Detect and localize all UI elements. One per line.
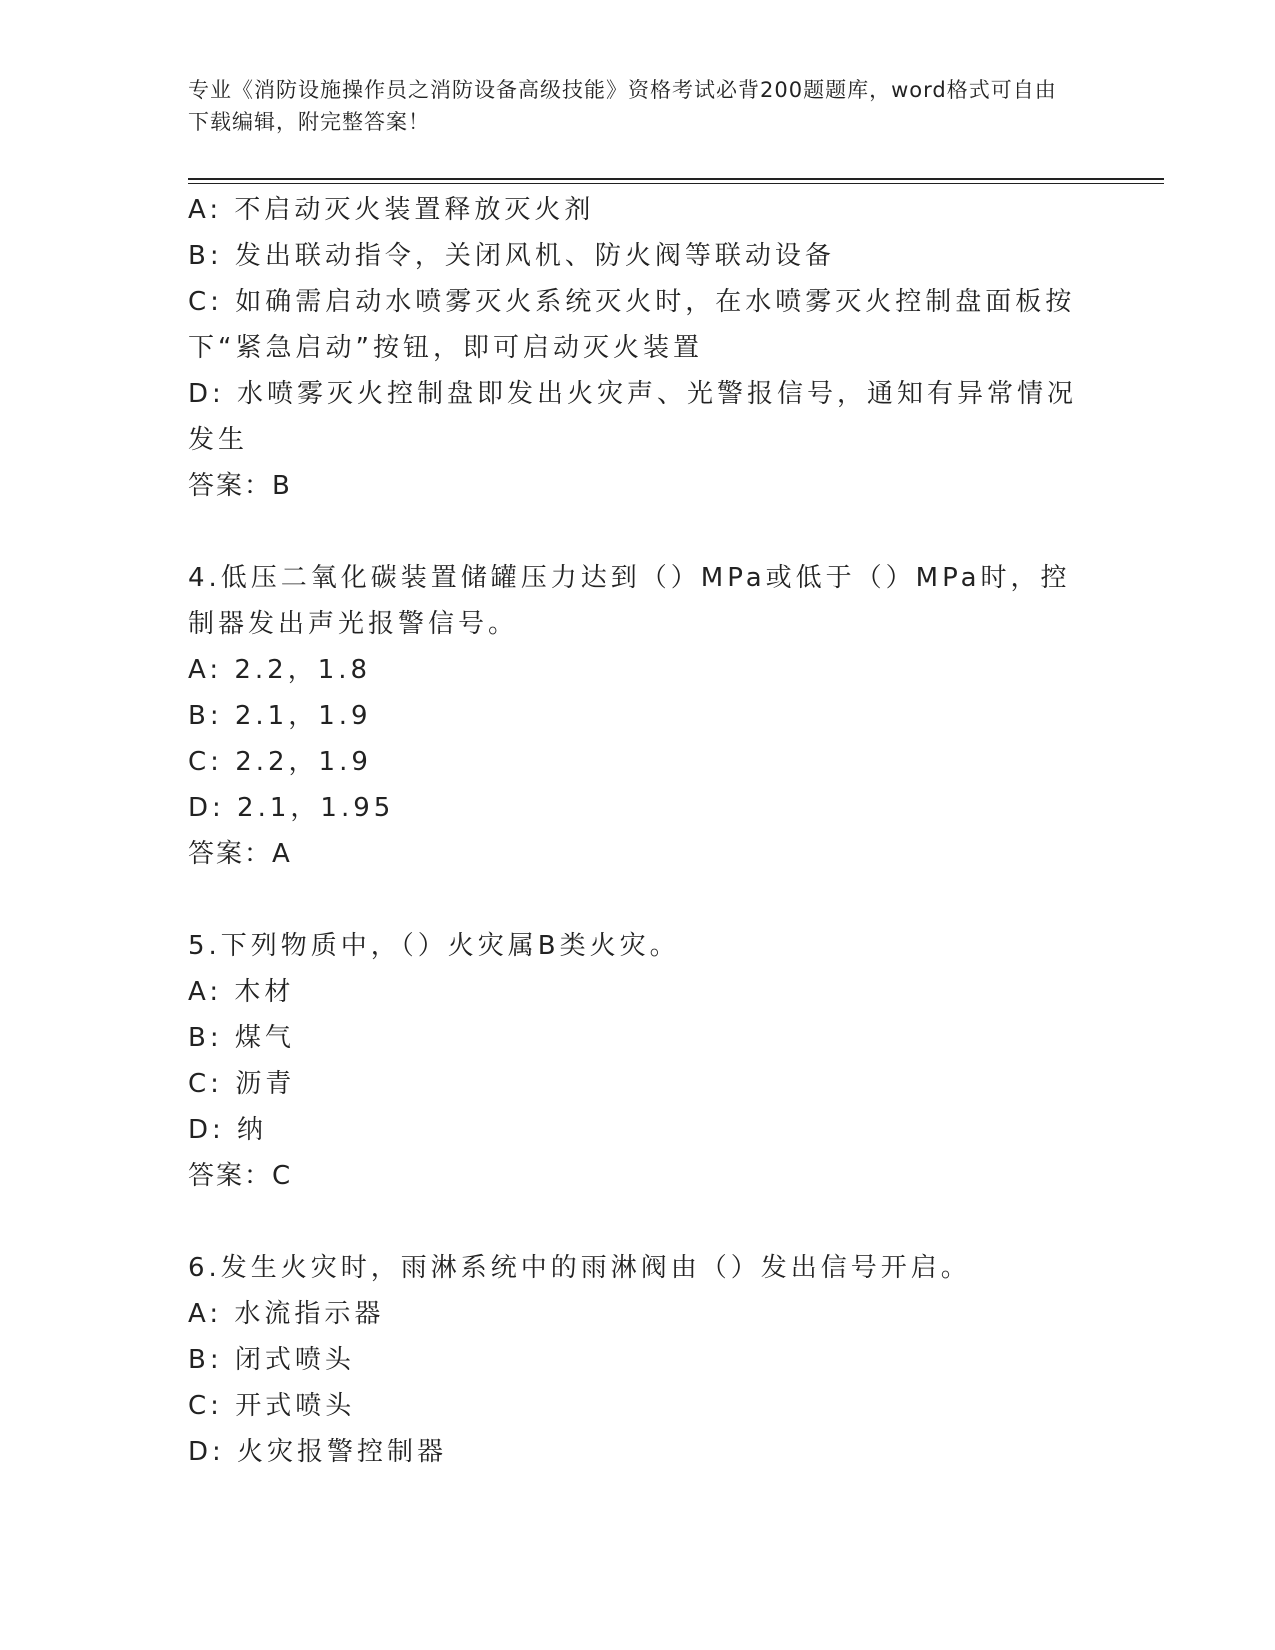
option-c: C: 如确需启动水喷雾灭火系统灭火时，在水喷雾灭火控制盘面板按下“紧急启动”按钮，即可启动灭火装置 [188,287,1076,363]
option-d: D: 水喷雾灭火控制盘即发出火灾声、光警报信号，通知有异常情况发生 [188,379,1078,455]
question-block [188,923,1088,1199]
option-c: C: 开式喷头 [188,1391,356,1421]
option-d: D: 2.1，1.95 [188,793,395,823]
answer-text: 答案：B [188,471,292,501]
document-header: 专业《消防设施操作员之消防设备高级技能》资格考试必背200题题库，word格式可自由下载编辑，附完整答案！ [188,78,1057,134]
question-text: 4.低压二氧化碳装置储罐压力达到（）MPa或低于（）MPa时，控制器发出声光报警信号。 [188,563,1071,639]
option-a: A: 2.2，1.8 [188,655,372,685]
question-text: 6.发生火灾时，雨淋系统中的雨淋阀由（）发出信号开启。 [188,1253,971,1283]
option-b: B: 闭式喷头 [188,1345,355,1375]
question-text: 5.下列物质中，（）火灾属B类火灾。 [188,931,680,961]
question-block [188,1245,1088,1475]
question-block [188,187,1088,509]
block-gap [188,1199,1088,1245]
question-list [188,187,1088,1475]
option-d: D: 火灾报警控制器 [188,1437,448,1467]
answer-text: 答案：A [188,839,292,869]
header-divider-thin [188,183,1164,184]
question-block [188,555,1088,877]
answer-text: 答案：C [188,1161,293,1191]
option-a: A: 水流指示器 [188,1299,385,1329]
option-c: C: 2.2，1.9 [188,747,372,777]
block-gap [188,509,1088,555]
option-d: D: 纳 [188,1115,268,1145]
option-b: B: 2.1，1.9 [188,701,372,731]
option-a: A: 不启动灭火装置释放灭火剂 [188,195,595,225]
option-b: B: 发出联动指令，关闭风机、防火阀等联动设备 [188,241,835,271]
header-divider-thick [188,178,1164,180]
option-c: C: 沥青 [188,1069,296,1099]
block-gap [188,877,1088,923]
option-a: A: 木材 [188,977,295,1007]
option-b: B: 煤气 [188,1023,295,1053]
